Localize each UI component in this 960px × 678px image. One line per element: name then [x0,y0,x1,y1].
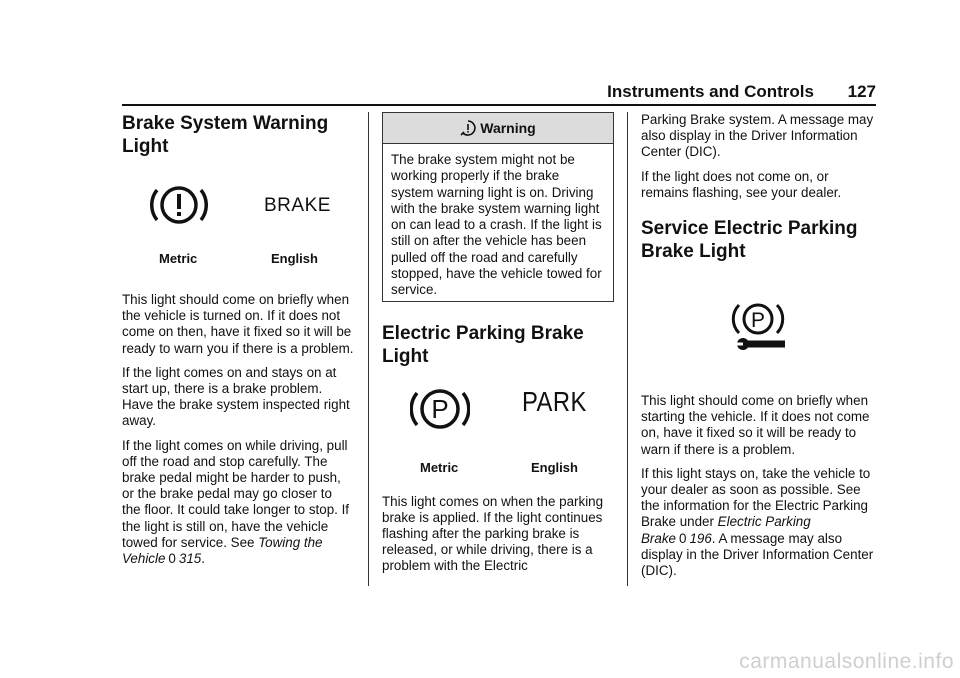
parking-brake-figure [382,368,614,480]
service-paragraph-2: If this light stays on, take the vehicle to your dealer as soon as possible. See the information for the Electric Parking Brake under Electric Parking Brake 0 196. A message may also display in the Driver Information Center (DIC). [641,465,874,579]
page-number: 127 [847,82,876,101]
column-1 [122,112,354,575]
page-ref-arrow-icon: 0 [168,551,176,567]
service-parking-brake-icon [731,297,789,357]
brake-warning-metric-icon [150,182,208,228]
warning-box [382,112,614,302]
warning-header: Warning [383,113,613,144]
svg-text:P: P [431,393,449,424]
caption-metric: Metric [420,459,459,475]
towing-reference-link[interactable]: Towing the Vehicle [122,534,323,567]
electric-parking-brake-link[interactable]: Electric Parking Brake [641,514,811,546]
service-parking-brake-heading: Service Electric Parking Brake Light [641,218,858,263]
parking-brake-metric-icon [410,384,470,434]
service-paragraph-1: This light should come on briefly when starting the vehicle. If it does not come on, have it fixed so it will be ready to warn if there is a problem. [641,393,870,457]
column-2 [382,112,614,583]
dealer-paragraph: If the light does not come on, or remains flashing, see your dealer. [641,168,842,200]
column-divider-2 [627,112,628,586]
column-3 [641,112,875,587]
svg-text:P: P [750,309,766,333]
brake-warning-figure [122,158,354,266]
page-header [0,82,876,104]
warning-body: The brake system might not be working properly if the brake system warning light is on. Driving with the brake system warning light on can lead to a crash. If the light is still on after the vehicle has been pulled off the road and carefully stopped, have the vehicle towed for service. [391,152,602,298]
service-parking-brake-figure [641,263,875,373]
parking-brake-page-ref[interactable]: 196 [689,530,712,546]
caption-english: English [531,459,578,475]
brake-paragraph-3: If the light comes on while driving, pull off the road and stop carefully. The brake pedal might be harder to push, or the brake pedal may go closer to the floor. It could take longer to stop. If the light is still on, have the vehicle towed for service. See Towing the Vehicle 0 315. [122,437,350,567]
page-ref-arrow-icon: 0 [678,530,687,546]
parking-brake-heading: Electric Parking Brake Light [382,322,584,367]
brake-warning-heading: Brake System Warning Light [122,113,329,157]
warning-icon [460,120,476,136]
brake-paragraph-1: This light should come on briefly when the vehicle is turned on. If it does not come on then, have it fixed so it will be ready to warn you if there is a problem. [122,292,354,356]
header-rule [122,104,876,106]
brake-paragraph-2: If the light comes on and stays on at start up, there is a brake problem. Have the brake system inspected right away. [122,364,350,429]
caption-english: English [271,251,318,266]
towing-page-ref[interactable]: 315 [178,551,202,567]
column-divider-1 [368,112,369,586]
brake-english-icon-text: BRAKE [264,195,331,216]
section-title: Instruments and Controls [607,82,814,101]
watermark: carmanualsonline.info [739,650,954,673]
caption-metric: Metric [159,251,198,266]
park-english-icon-text: PARK [522,385,587,417]
continued-paragraph: Parking Brake system. A message may also display in the Driver Information Center (DIC). [641,112,874,160]
parking-brake-paragraph-1: This light comes on when the parking brake is applied. If the light continues flashing after the parking brake is released, or while driving, there is a problem with the Electric [382,493,604,574]
